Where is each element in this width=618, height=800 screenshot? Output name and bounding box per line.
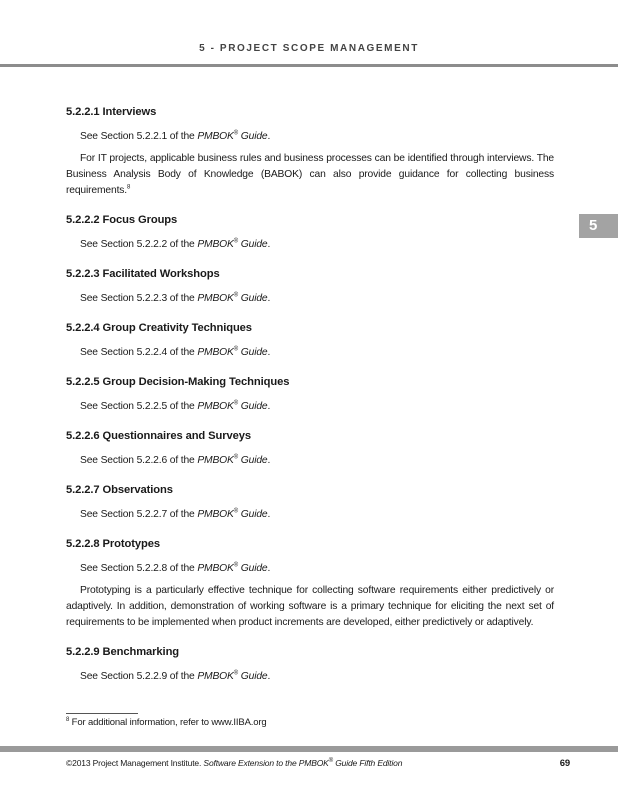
paragraph [66, 669, 554, 685]
section [66, 374, 554, 415]
ref-book-suffix: Guide [238, 239, 268, 250]
ref-book-suffix: Guide [238, 455, 268, 466]
page-footer [66, 758, 570, 768]
ref-book: PMBOK [197, 239, 234, 250]
section-heading: 5.2.2.7 Observations [66, 484, 173, 496]
ref-book: PMBOK [197, 671, 234, 682]
ref-prefix: See Section 5.2.2.6 of the [80, 455, 198, 466]
ref-suffix: . [267, 401, 271, 412]
chapter-tab: 5 [579, 214, 618, 238]
book-title-edition: Guide Fifth Edition [332, 758, 403, 768]
section-heading: 5.2.2.2 Focus Groups [66, 214, 178, 226]
ref-prefix: See Section 5.2.2.1 of the [80, 131, 198, 142]
paragraph-text: Prototyping is a particularly effective technique for collecting software requirements either predictively or adaptively. In addition, demonstration of working software is a primary technique for eliciting the next set of requirements to be implemented when product increments are developed, either predictively or adaptively. [66, 585, 554, 628]
ref-mark: ® [233, 130, 239, 137]
ref-book: PMBOK [197, 563, 234, 574]
section [66, 644, 554, 685]
page-body [66, 104, 554, 698]
ref-suffix: . [267, 671, 271, 682]
section-heading: 5.2.2.3 Facilitated Workshops [66, 268, 220, 280]
ref-mark: ® [233, 238, 239, 245]
ref-book-suffix: Guide [238, 509, 268, 520]
book-title-mark: ® [328, 758, 333, 765]
section [66, 212, 554, 253]
section [66, 266, 554, 307]
ref-book: PMBOK [197, 347, 234, 358]
paragraph [66, 151, 554, 199]
footnote-text: For additional information, refer to www.IIBA.org [69, 717, 267, 728]
section-heading: 5.2.2.8 Prototypes [66, 538, 160, 550]
footnote [66, 717, 267, 728]
ref-book: PMBOK [197, 401, 234, 412]
book-title: Software Extension to the PMBOK [203, 758, 329, 768]
section-heading: 5.2.2.5 Group Decision-Making Techniques [66, 376, 290, 388]
ref-prefix: See Section 5.2.2.8 of the [80, 563, 198, 574]
ref-book-suffix: Guide [238, 347, 268, 358]
page-number: 69 [559, 758, 570, 769]
paragraph [66, 561, 554, 577]
ref-prefix: See Section 5.2.2.5 of the [80, 401, 198, 412]
paragraph [66, 345, 554, 361]
paragraph [66, 399, 554, 415]
ref-book-suffix: Guide [238, 401, 268, 412]
footnote-rule [66, 713, 138, 714]
ref-prefix: See Section 5.2.2.4 of the [80, 347, 198, 358]
footnote-number: 8 [66, 716, 70, 723]
ref-book: PMBOK [197, 293, 234, 304]
section-heading: 5.2.2.4 Group Creativity Techniques [66, 322, 252, 334]
footnote-ref: 8 [127, 184, 131, 191]
section-heading: 5.2.2.1 Interviews [66, 106, 157, 118]
chapter-title: 5 - PROJECT SCOPE MANAGEMENT [199, 43, 419, 54]
ref-prefix: See Section 5.2.2.2 of the [80, 239, 198, 250]
section [66, 428, 554, 469]
footer-bar [0, 746, 618, 752]
ref-book: PMBOK [197, 131, 234, 142]
paragraph [66, 291, 554, 307]
ref-mark: ® [233, 562, 239, 569]
section [66, 536, 554, 631]
ref-mark: ® [233, 508, 239, 515]
ref-suffix: . [267, 131, 271, 142]
section-heading: 5.2.2.9 Benchmarking [66, 646, 180, 658]
ref-mark: ® [233, 292, 239, 299]
ref-mark: ® [233, 346, 239, 353]
ref-book: PMBOK [197, 509, 234, 520]
running-header [0, 0, 618, 66]
ref-mark: ® [233, 400, 239, 407]
section [66, 482, 554, 523]
ref-mark: ® [233, 670, 239, 677]
ref-book-suffix: Guide [238, 671, 268, 682]
ref-mark: ® [233, 454, 239, 461]
ref-suffix: . [267, 239, 271, 250]
ref-book: PMBOK [197, 455, 234, 466]
ref-prefix: See Section 5.2.2.7 of the [80, 509, 198, 520]
header-rule [0, 64, 618, 67]
section [66, 104, 554, 199]
paragraph [66, 453, 554, 469]
ref-suffix: . [267, 455, 271, 466]
copyright: ©2013 Project Management Institute. [66, 758, 204, 768]
ref-suffix: . [267, 509, 271, 520]
section [66, 320, 554, 361]
ref-suffix: . [267, 293, 271, 304]
ref-prefix: See Section 5.2.2.9 of the [80, 671, 198, 682]
ref-book-suffix: Guide [238, 131, 268, 142]
ref-suffix: . [267, 347, 271, 358]
paragraph-text: For IT projects, applicable business rules and business processes can be identified through interviews. The Business Analysis Body of Knowledge (BABOK) can also provide guidance for collecting business requirements. [66, 153, 554, 196]
ref-suffix: . [267, 563, 271, 574]
section-heading: 5.2.2.6 Questionnaires and Surveys [66, 430, 252, 442]
ref-book-suffix: Guide [238, 563, 268, 574]
paragraph [66, 129, 554, 145]
paragraph [66, 507, 554, 523]
ref-prefix: See Section 5.2.2.3 of the [80, 293, 198, 304]
paragraph [66, 583, 554, 631]
paragraph [66, 237, 554, 253]
ref-book-suffix: Guide [238, 293, 268, 304]
